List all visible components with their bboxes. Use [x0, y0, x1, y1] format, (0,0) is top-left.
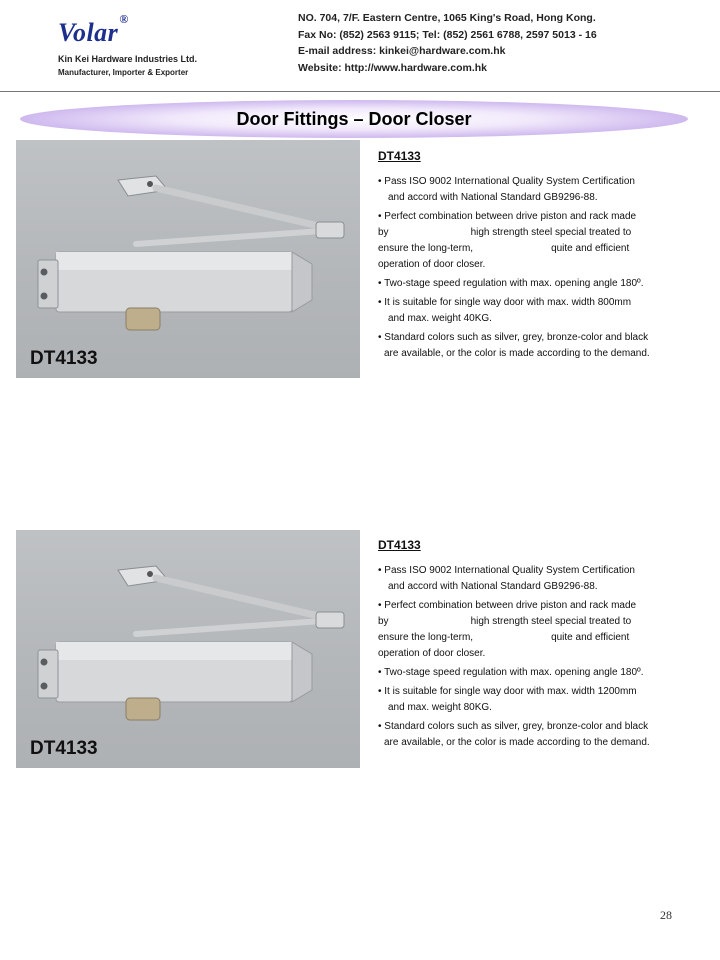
company-tagline: Manufacturer, Importer & Exporter	[58, 68, 189, 77]
photo-model-label: DT4133	[30, 738, 98, 759]
spec-bullet-door-size	[378, 295, 713, 327]
spec-bullet-construction	[378, 209, 713, 273]
spec-bullet-colors	[378, 719, 713, 751]
spec-line: and accord with National Standard GB9296-88.	[388, 581, 598, 592]
spec-line	[378, 241, 713, 257]
spec-line: and max. weight 80KG.	[388, 702, 492, 713]
spec-bullet-speed	[378, 276, 713, 292]
door-closer-image	[16, 140, 360, 378]
spec-text: ensure the long-term,	[378, 243, 474, 254]
spec-text: by	[378, 616, 389, 627]
spec-bullet-certification	[378, 174, 713, 206]
spec-line: operation of door closer.	[378, 259, 486, 270]
banner-title: Door Fittings – Door Closer	[236, 109, 472, 129]
spec-text: ensure the long-term,	[378, 632, 474, 643]
door-closer-image	[16, 530, 360, 768]
spec-line: operation of door closer.	[378, 648, 486, 659]
section-banner	[20, 100, 688, 138]
spec-line: • Standard colors such as silver, grey, bronze-color and black	[378, 721, 649, 732]
header-divider	[0, 91, 720, 92]
spec-line: are available, or the color is made according to the demand.	[384, 348, 650, 359]
brand-logo	[58, 12, 129, 48]
spec-line: • Two-stage speed regulation with max. opening angle 180º.	[378, 278, 644, 289]
spec-bullet-speed	[378, 665, 713, 681]
spec-line	[378, 630, 713, 646]
product-spec	[378, 148, 713, 365]
spec-line: and max. weight 40KG.	[388, 313, 492, 324]
page-number: 28	[660, 908, 672, 922]
spec-bullet-certification	[378, 563, 713, 595]
website-line: Website: http://www.hardware.com.hk	[298, 61, 488, 74]
spec-line	[378, 614, 713, 630]
spec-line: • Pass ISO 9002 International Quality System Certification	[378, 176, 635, 187]
spec-line: and accord with National Standard GB9296-88.	[388, 192, 598, 203]
spec-line: • Perfect combination between drive piston and rack made	[378, 211, 637, 222]
spec-line: • Pass ISO 9002 International Quality System Certification	[378, 565, 635, 576]
company-name: Kin Kei Hardware Industries Ltd.	[58, 54, 198, 64]
registered-mark: ®	[119, 12, 129, 26]
spec-line: are available, or the color is made according to the demand.	[384, 737, 650, 748]
contact-block	[298, 10, 597, 76]
photo-model-label: DT4133	[30, 348, 98, 369]
spec-line	[378, 225, 713, 241]
email-line: E-mail address: kinkei@hardware.com.hk	[298, 45, 506, 57]
spec-line: • Perfect combination between drive piston and rack made	[378, 600, 637, 611]
company-block	[58, 53, 197, 79]
product-photo	[16, 530, 360, 768]
spec-text: quite and efficient	[551, 243, 630, 254]
spec-text: quite and efficient	[551, 632, 630, 643]
spec-line: • Standard colors such as silver, grey, bronze-color and black	[378, 332, 649, 343]
model-number: DT4133	[378, 538, 421, 552]
product-spec	[378, 537, 713, 754]
spec-text: high strength steel special treated to	[470, 227, 632, 238]
spec-line: • It is suitable for single way door with max. width 1200mm	[378, 686, 637, 697]
spec-line: • It is suitable for single way door with max. width 800mm	[378, 297, 632, 308]
logo-text: Volar	[58, 18, 119, 47]
product-photo	[16, 140, 360, 378]
spec-bullet-door-size	[378, 684, 713, 716]
spec-text: by	[378, 227, 389, 238]
spec-bullet-colors	[378, 330, 713, 362]
model-number: DT4133	[378, 149, 421, 163]
address-line: NO. 704, 7/F. Eastern Centre, 1065 King's Road, Hong Kong.	[298, 12, 596, 24]
fax-tel-line: Fax No: (852) 2563 9115; Tel: (852) 2561 6788, 2597 5013 - 16	[298, 28, 597, 41]
spec-line: • Two-stage speed regulation with max. opening angle 180º.	[378, 667, 644, 678]
spec-bullet-construction	[378, 598, 713, 662]
spec-text: high strength steel special treated to	[470, 616, 632, 627]
